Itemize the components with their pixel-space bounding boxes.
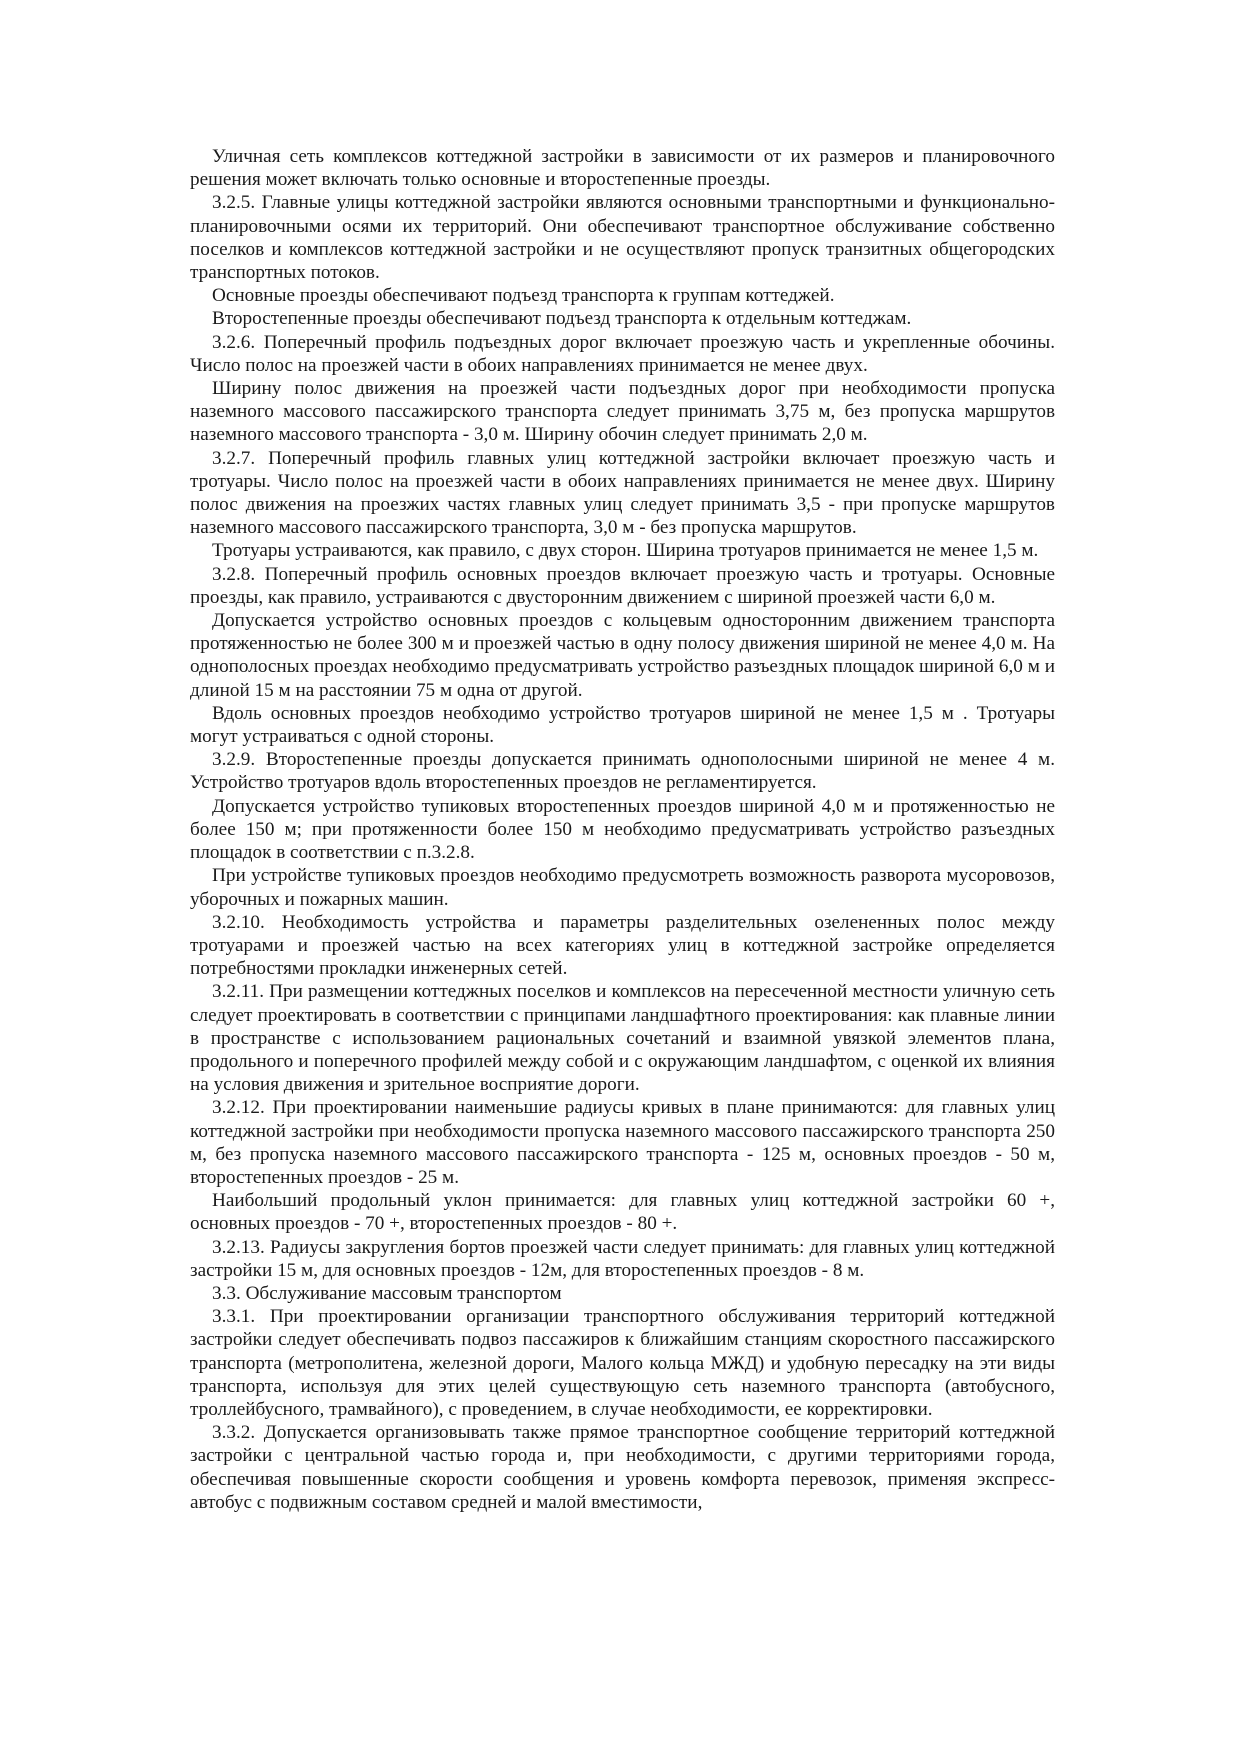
paragraph-lane-width: Ширину полос движения на проезжей части подъездных дорог при необходимости пропуска наземного массового пассажирского транспорта следует принимать 3,75 м, без пропуска маршрутов наземного массового транспорта - 3,0 м. Ширину обочин следует принимать 2,0 м. [190,378,1055,446]
paragraph-3-2-6: 3.2.6. Поперечный профиль подъездных дорог включает проезжую часть и укрепленные обочины. Число полос на проезжей части в обоих направлениях принимается не менее двух. [190,331,1055,376]
paragraph-street-network: Уличная сеть комплексов коттеджной застройки в зависимости от их размеров и планировочного решения может включать только основные и второстепенные проезды. [190,146,1055,191]
document-body [190,145,1055,1514]
paragraph-grade: Наибольший продольный уклон принимается: для главных улиц коттеджной застройки 60 +, основных проездов - 70 +, второстепенных проездов - 80 +. [190,1190,1055,1235]
paragraph-dead-end-driveways: Допускается устройство тупиковых второстепенных проездов шириной 4,0 м и протяженностью не более 150 м; при протяженности более 150 м необходимо предусматривать устройство разъездных площадок в соответствии с п.3.2.8. [190,795,1055,864]
paragraph-3-3-2: 3.3.2. Допускается организовывать также прямое транспортное сообщение территорий коттеджной застройки с центральной частью города и, при необходимости, с другими территориями города, обеспечивая повышенные скорости сообщения и уровень комфорта перевозок, применяя экспресс-автобус с подвижным составом средней и малой вместимости, [190,1422,1055,1513]
paragraph-3-2-12: 3.2.12. При проектировании наименьшие радиусы кривых в плане принимаются: для главных улиц коттеджной застройки при необходимости пропуска наземного массового пассажирского транспорта 250 м, без пропуска наземного массового пассажирского транспорта - 125 м, основных проездов - 50 м, второстепенных проездов - 25 м. [190,1097,1055,1188]
paragraph-3-2-9: 3.2.9. Второстепенные проезды допускается принимать однополосными шириной не менее 4 м. Устройство тротуаров вдоль второстепенных проездов не регламентируется. [190,749,1055,794]
paragraph-3-2-13: 3.2.13. Радиусы закругления бортов проезжей части следует принимать: для главных улиц коттеджной застройки 15 м, для основных проездов - 12м, для второстепенных проездов - 8 м. [190,1236,1055,1281]
section-heading-3-3: 3.3. Обслуживание массовым транспортом [212,1282,562,1304]
paragraph-3-2-5: 3.2.5. Главные улицы коттеджной застройки являются основными транспортными и функционально-планировочными осями их территорий. Они обеспечивают транспортное обслуживание собственно поселков и комплексов коттеджной застройки и не осуществляют пропуск транзитных общегородских транспортных потоков. [190,192,1055,284]
paragraph-3-2-7: 3.2.7. Поперечный профиль главных улиц коттеджной застройки включает проезжую часть и тротуары. Число полос на проезжей части в обоих направлениях принимается не менее двух. Ширину полос движения на проезжих частях главных улиц следует принимать 3,5 - при пропуске маршрутов наземного массового пассажирского транспорта, 3,0 м - без пропуска маршрутов. [190,447,1055,539]
paragraph-turnaround: При устройстве тупиковых проездов необходимо предусмотреть возможность разворота мусоровозов, уборочных и пожарных машин. [190,865,1055,910]
paragraph-sidewalks: Тротуары устраиваются, как правило, с двух сторон. Ширина тротуаров принимается не менее 1,5 м. [212,540,1039,562]
paragraph-secondary-driveways: Второстепенные проезды обеспечивают подъезд транспорта к отдельным коттеджам. [212,308,912,330]
paragraph-3-2-8: 3.2.8. Поперечный профиль основных проездов включает проезжую часть и тротуары. Основные проезды, как правило, устраиваются с двусторонним движением с шириной проезжей части 6,0 м. [190,563,1055,608]
paragraph-main-driveways: Основные проезды обеспечивают подъезд транспорта к группам коттеджей. [212,285,835,307]
paragraph-sidewalks-along-driveways: Вдоль основных проездов необходимо устройство тротуаров шириной не менее 1,5 м . Тротуары могут устраиваться с одной стороны. [190,702,1055,748]
paragraph-3-2-10: 3.2.10. Необходимость устройства и параметры разделительных озелененных полос между тротуарами и проезжей частью на всех категориях улиц в коттеджной застройке определяется потребностями прокладки инженерных сетей. [190,911,1055,980]
paragraph-ring-driveways: Допускается устройство основных проездов с кольцевым односторонним движением транспорта протяженностью не более 300 м и проезжей частью в одну полосу движения шириной не менее 4,0 м. На однополосных проездах необходимо предусматривать устройство разъездных площадок шириной 6,0 м и длиной 15 м на расстоянии 75 м одна от другой. [190,610,1055,701]
paragraph-3-3-1: 3.3.1. При проектировании организации транспортного обслуживания территорий коттеджной застройки следует обеспечивать подвоз пассажиров к ближайшим станциям скоростного пассажирского транспорта (метрополитена, железной дороги, Малого кольца МЖД) и удобную пересадку на эти виды транспорта, используя для этих целей существующую сеть наземного транспорта (автобусного, троллейбусного, трамвайного), с проведением, в случае необходимости, ее корректировки. [190,1306,1055,1420]
paragraph-3-2-11: 3.2.11. При размещении коттеджных поселков и комплексов на пересеченной местности уличную сеть следует проектировать в соответствии с принципами ландшафтного проектирования: как плавные линии в пространстве с использованием рациональных сочетаний и взаимной увязкой элементов плана, продольного и поперечного профилей между собой и с окружающим ландшафтом, с оценкой их влияния на условия движения и зрительное восприятие дороги. [190,981,1055,1096]
